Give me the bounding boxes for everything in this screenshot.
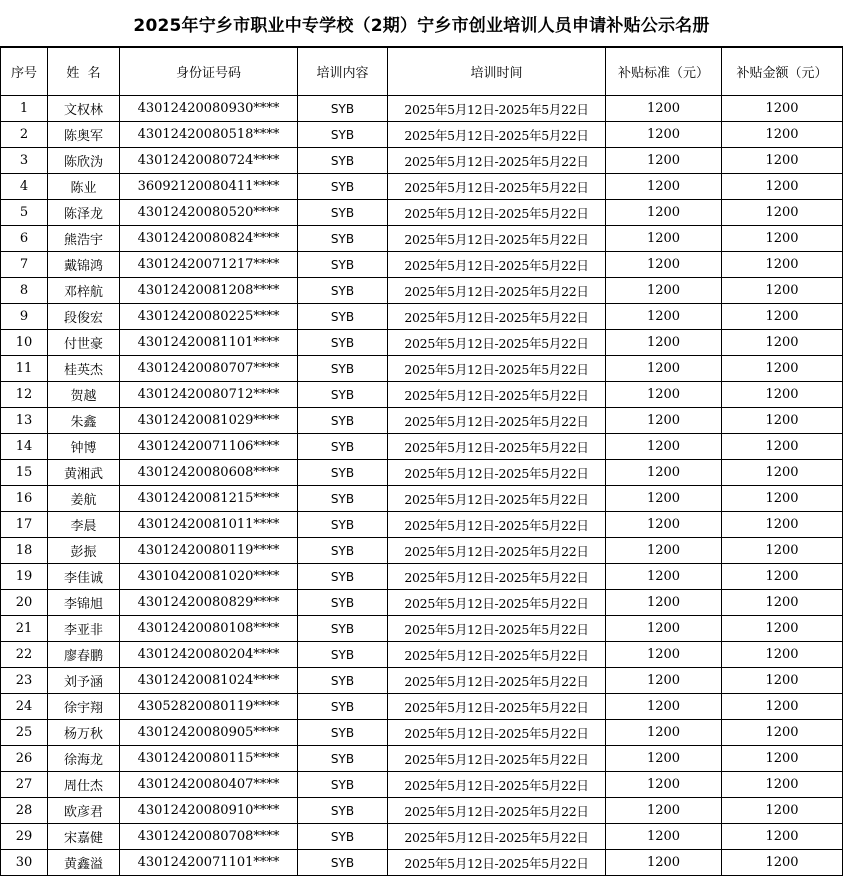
table-row [1, 824, 843, 850]
table-row [1, 642, 843, 668]
cell-subsidy-amount: 1200 [722, 330, 843, 356]
cell-name: 段俊宏 [48, 304, 120, 330]
cell-id-number: 43012420081024**** [120, 668, 298, 694]
cell-no: 30 [1, 850, 48, 876]
cell-subsidy-standard: 1200 [606, 564, 722, 590]
cell-no: 25 [1, 720, 48, 746]
cell-no: 14 [1, 434, 48, 460]
cell-id-number: 43012420080707**** [120, 356, 298, 382]
cell-subsidy-amount: 1200 [722, 304, 843, 330]
cell-training-content: SYB [298, 330, 388, 356]
cell-subsidy-amount: 1200 [722, 590, 843, 616]
cell-training-content: SYB [298, 668, 388, 694]
cell-no: 5 [1, 200, 48, 226]
header-amount: 补贴金额（元） [722, 48, 843, 96]
cell-id-number: 43012420081101**** [120, 330, 298, 356]
cell-name: 朱鑫 [48, 408, 120, 434]
cell-no: 13 [1, 408, 48, 434]
cell-name: 黄鑫溢 [48, 850, 120, 876]
cell-no: 6 [1, 226, 48, 252]
cell-training-content: SYB [298, 148, 388, 174]
cell-training-time: 2025年5月12日-2025年5月22日 [388, 96, 606, 122]
cell-subsidy-amount: 1200 [722, 122, 843, 148]
cell-name: 黄湘武 [48, 460, 120, 486]
table-row [1, 590, 843, 616]
header-id: 身份证号码 [120, 48, 298, 96]
cell-training-content: SYB [298, 798, 388, 824]
cell-no: 20 [1, 590, 48, 616]
cell-id-number: 43012420071101**** [120, 850, 298, 876]
cell-subsidy-standard: 1200 [606, 148, 722, 174]
cell-subsidy-standard: 1200 [606, 512, 722, 538]
cell-id-number: 36092120080411**** [120, 174, 298, 200]
cell-training-content: SYB [298, 564, 388, 590]
cell-subsidy-amount: 1200 [722, 512, 843, 538]
cell-id-number: 43010420081020**** [120, 564, 298, 590]
cell-training-time: 2025年5月12日-2025年5月22日 [388, 694, 606, 720]
cell-name: 彭振 [48, 538, 120, 564]
table-row [1, 512, 843, 538]
cell-training-time: 2025年5月12日-2025年5月22日 [388, 122, 606, 148]
cell-subsidy-standard: 1200 [606, 122, 722, 148]
table-row [1, 720, 843, 746]
cell-name: 邓梓航 [48, 278, 120, 304]
cell-training-content: SYB [298, 434, 388, 460]
cell-id-number: 43012420080712**** [120, 382, 298, 408]
cell-id-number: 43012420080119**** [120, 538, 298, 564]
cell-training-time: 2025年5月12日-2025年5月22日 [388, 616, 606, 642]
cell-training-time: 2025年5月12日-2025年5月22日 [388, 798, 606, 824]
cell-subsidy-amount: 1200 [722, 434, 843, 460]
cell-training-time: 2025年5月12日-2025年5月22日 [388, 772, 606, 798]
cell-subsidy-amount: 1200 [722, 616, 843, 642]
cell-id-number: 43052820080119**** [120, 694, 298, 720]
cell-no: 1 [1, 96, 48, 122]
cell-no: 21 [1, 616, 48, 642]
cell-name: 刘予涵 [48, 668, 120, 694]
cell-training-time: 2025年5月12日-2025年5月22日 [388, 564, 606, 590]
cell-id-number: 43012420080407**** [120, 772, 298, 798]
cell-training-time: 2025年5月12日-2025年5月22日 [388, 148, 606, 174]
cell-no: 24 [1, 694, 48, 720]
cell-training-time: 2025年5月12日-2025年5月22日 [388, 252, 606, 278]
cell-subsidy-amount: 1200 [722, 772, 843, 798]
cell-no: 23 [1, 668, 48, 694]
cell-subsidy-standard: 1200 [606, 538, 722, 564]
cell-training-content: SYB [298, 824, 388, 850]
cell-subsidy-amount: 1200 [722, 798, 843, 824]
cell-no: 4 [1, 174, 48, 200]
cell-training-content: SYB [298, 512, 388, 538]
table-row [1, 746, 843, 772]
cell-training-time: 2025年5月12日-2025年5月22日 [388, 434, 606, 460]
cell-subsidy-standard: 1200 [606, 356, 722, 382]
cell-subsidy-amount: 1200 [722, 824, 843, 850]
table-row [1, 96, 843, 122]
cell-training-content: SYB [298, 200, 388, 226]
cell-subsidy-amount: 1200 [722, 200, 843, 226]
cell-name: 徐宇翔 [48, 694, 120, 720]
cell-no: 22 [1, 642, 48, 668]
cell-no: 3 [1, 148, 48, 174]
cell-subsidy-standard: 1200 [606, 96, 722, 122]
cell-subsidy-amount: 1200 [722, 668, 843, 694]
cell-subsidy-amount: 1200 [722, 720, 843, 746]
cell-name: 钟博 [48, 434, 120, 460]
cell-training-content: SYB [298, 720, 388, 746]
cell-training-content: SYB [298, 616, 388, 642]
cell-training-content: SYB [298, 226, 388, 252]
cell-subsidy-amount: 1200 [722, 278, 843, 304]
cell-subsidy-amount: 1200 [722, 460, 843, 486]
cell-name: 贺越 [48, 382, 120, 408]
cell-training-content: SYB [298, 278, 388, 304]
cell-training-time: 2025年5月12日-2025年5月22日 [388, 486, 606, 512]
cell-subsidy-standard: 1200 [606, 798, 722, 824]
cell-no: 26 [1, 746, 48, 772]
cell-training-time: 2025年5月12日-2025年5月22日 [388, 200, 606, 226]
cell-name: 杨万秋 [48, 720, 120, 746]
cell-name: 廖春鹏 [48, 642, 120, 668]
table-row [1, 668, 843, 694]
cell-training-content: SYB [298, 746, 388, 772]
cell-subsidy-amount: 1200 [722, 564, 843, 590]
cell-training-time: 2025年5月12日-2025年5月22日 [388, 512, 606, 538]
table-row [1, 564, 843, 590]
cell-name: 徐海龙 [48, 746, 120, 772]
cell-id-number: 43012420080724**** [120, 148, 298, 174]
cell-training-content: SYB [298, 96, 388, 122]
cell-name: 陈奥军 [48, 122, 120, 148]
cell-subsidy-standard: 1200 [606, 304, 722, 330]
table-row [1, 382, 843, 408]
cell-training-time: 2025年5月12日-2025年5月22日 [388, 330, 606, 356]
document-title: 2025年宁乡市职业中专学校（2期）宁乡市创业培训人员申请补贴公示名册 [0, 0, 843, 47]
cell-training-content: SYB [298, 772, 388, 798]
cell-training-content: SYB [298, 408, 388, 434]
cell-id-number: 43012420080520**** [120, 200, 298, 226]
header-name: 姓 名 [48, 48, 120, 96]
cell-training-content: SYB [298, 382, 388, 408]
table-row [1, 200, 843, 226]
cell-subsidy-standard: 1200 [606, 252, 722, 278]
cell-name: 戴锦鸿 [48, 252, 120, 278]
table-row [1, 772, 843, 798]
table-row [1, 122, 843, 148]
cell-id-number: 43012420080910**** [120, 798, 298, 824]
cell-training-time: 2025年5月12日-2025年5月22日 [388, 304, 606, 330]
cell-id-number: 43012420080608**** [120, 460, 298, 486]
cell-id-number: 43012420080905**** [120, 720, 298, 746]
cell-no: 18 [1, 538, 48, 564]
cell-subsidy-amount: 1200 [722, 356, 843, 382]
cell-subsidy-standard: 1200 [606, 330, 722, 356]
cell-name: 李锦旭 [48, 590, 120, 616]
cell-name: 付世豪 [48, 330, 120, 356]
cell-no: 10 [1, 330, 48, 356]
cell-name: 文权林 [48, 96, 120, 122]
cell-training-content: SYB [298, 304, 388, 330]
cell-training-time: 2025年5月12日-2025年5月22日 [388, 174, 606, 200]
cell-subsidy-amount: 1200 [722, 382, 843, 408]
cell-subsidy-amount: 1200 [722, 694, 843, 720]
cell-no: 9 [1, 304, 48, 330]
cell-subsidy-standard: 1200 [606, 850, 722, 876]
cell-training-time: 2025年5月12日-2025年5月22日 [388, 642, 606, 668]
cell-subsidy-amount: 1200 [722, 174, 843, 200]
cell-subsidy-standard: 1200 [606, 694, 722, 720]
header-no: 序号 [1, 48, 48, 96]
header-row [1, 48, 843, 96]
cell-subsidy-amount: 1200 [722, 486, 843, 512]
cell-training-content: SYB [298, 460, 388, 486]
cell-training-content: SYB [298, 590, 388, 616]
cell-subsidy-amount: 1200 [722, 148, 843, 174]
table-row [1, 434, 843, 460]
cell-subsidy-standard: 1200 [606, 382, 722, 408]
cell-training-time: 2025年5月12日-2025年5月22日 [388, 278, 606, 304]
cell-no: 17 [1, 512, 48, 538]
cell-subsidy-amount: 1200 [722, 850, 843, 876]
cell-name: 李晨 [48, 512, 120, 538]
cell-id-number: 43012420081208**** [120, 278, 298, 304]
cell-subsidy-amount: 1200 [722, 252, 843, 278]
cell-subsidy-standard: 1200 [606, 278, 722, 304]
cell-name: 姜航 [48, 486, 120, 512]
cell-subsidy-standard: 1200 [606, 746, 722, 772]
cell-name: 陈泽龙 [48, 200, 120, 226]
table-row [1, 226, 843, 252]
cell-subsidy-standard: 1200 [606, 486, 722, 512]
table-header [1, 48, 843, 96]
cell-training-time: 2025年5月12日-2025年5月22日 [388, 850, 606, 876]
cell-subsidy-standard: 1200 [606, 720, 722, 746]
cell-subsidy-standard: 1200 [606, 642, 722, 668]
cell-training-time: 2025年5月12日-2025年5月22日 [388, 824, 606, 850]
cell-id-number: 43012420080829**** [120, 590, 298, 616]
table-row [1, 538, 843, 564]
table-row [1, 304, 843, 330]
cell-id-number: 43012420080108**** [120, 616, 298, 642]
cell-subsidy-amount: 1200 [722, 746, 843, 772]
table-row [1, 850, 843, 876]
cell-subsidy-standard: 1200 [606, 434, 722, 460]
table-row [1, 694, 843, 720]
cell-subsidy-standard: 1200 [606, 772, 722, 798]
cell-training-content: SYB [298, 122, 388, 148]
cell-no: 11 [1, 356, 48, 382]
cell-no: 29 [1, 824, 48, 850]
cell-no: 8 [1, 278, 48, 304]
cell-no: 12 [1, 382, 48, 408]
cell-subsidy-standard: 1200 [606, 616, 722, 642]
cell-id-number: 43012420081029**** [120, 408, 298, 434]
cell-training-content: SYB [298, 174, 388, 200]
cell-no: 27 [1, 772, 48, 798]
header-type: 培训内容 [298, 48, 388, 96]
cell-id-number: 43012420081011**** [120, 512, 298, 538]
table-row [1, 278, 843, 304]
cell-training-content: SYB [298, 850, 388, 876]
table-body [1, 96, 843, 876]
table-row [1, 486, 843, 512]
table-row [1, 174, 843, 200]
cell-training-content: SYB [298, 694, 388, 720]
cell-name: 李亚非 [48, 616, 120, 642]
cell-name: 熊浩宇 [48, 226, 120, 252]
cell-training-time: 2025年5月12日-2025年5月22日 [388, 720, 606, 746]
cell-id-number: 43012420080518**** [120, 122, 298, 148]
cell-name: 李佳诚 [48, 564, 120, 590]
cell-subsidy-standard: 1200 [606, 824, 722, 850]
cell-no: 16 [1, 486, 48, 512]
cell-subsidy-amount: 1200 [722, 226, 843, 252]
table-row [1, 798, 843, 824]
table-row [1, 460, 843, 486]
subsidy-table [0, 47, 843, 876]
cell-subsidy-standard: 1200 [606, 460, 722, 486]
table-row [1, 330, 843, 356]
cell-subsidy-amount: 1200 [722, 408, 843, 434]
cell-training-content: SYB [298, 486, 388, 512]
table-row [1, 408, 843, 434]
cell-no: 19 [1, 564, 48, 590]
cell-training-time: 2025年5月12日-2025年5月22日 [388, 408, 606, 434]
cell-training-time: 2025年5月12日-2025年5月22日 [388, 746, 606, 772]
cell-training-time: 2025年5月12日-2025年5月22日 [388, 356, 606, 382]
cell-name: 宋嘉健 [48, 824, 120, 850]
cell-name: 陈欣沩 [48, 148, 120, 174]
cell-id-number: 43012420080930**** [120, 96, 298, 122]
cell-training-time: 2025年5月12日-2025年5月22日 [388, 590, 606, 616]
cell-name: 陈业 [48, 174, 120, 200]
cell-name: 欧彦君 [48, 798, 120, 824]
cell-name: 桂英杰 [48, 356, 120, 382]
cell-training-time: 2025年5月12日-2025年5月22日 [388, 538, 606, 564]
table-row [1, 252, 843, 278]
cell-name: 周仕杰 [48, 772, 120, 798]
table-row [1, 356, 843, 382]
cell-subsidy-amount: 1200 [722, 538, 843, 564]
cell-id-number: 43012420071106**** [120, 434, 298, 460]
cell-subsidy-standard: 1200 [606, 200, 722, 226]
cell-training-content: SYB [298, 538, 388, 564]
cell-id-number: 43012420080204**** [120, 642, 298, 668]
cell-subsidy-standard: 1200 [606, 668, 722, 694]
cell-training-time: 2025年5月12日-2025年5月22日 [388, 460, 606, 486]
table-row [1, 616, 843, 642]
cell-no: 28 [1, 798, 48, 824]
cell-subsidy-standard: 1200 [606, 408, 722, 434]
cell-subsidy-standard: 1200 [606, 174, 722, 200]
cell-id-number: 43012420080824**** [120, 226, 298, 252]
cell-id-number: 43012420071217**** [120, 252, 298, 278]
cell-id-number: 43012420080225**** [120, 304, 298, 330]
table-row [1, 148, 843, 174]
cell-no: 7 [1, 252, 48, 278]
cell-subsidy-standard: 1200 [606, 226, 722, 252]
cell-training-time: 2025年5月12日-2025年5月22日 [388, 382, 606, 408]
cell-id-number: 43012420080708**** [120, 824, 298, 850]
cell-id-number: 43012420080115**** [120, 746, 298, 772]
cell-id-number: 43012420081215**** [120, 486, 298, 512]
cell-training-time: 2025年5月12日-2025年5月22日 [388, 668, 606, 694]
cell-training-content: SYB [298, 252, 388, 278]
cell-no: 15 [1, 460, 48, 486]
cell-no: 2 [1, 122, 48, 148]
cell-training-content: SYB [298, 356, 388, 382]
header-time: 培训时间 [388, 48, 606, 96]
header-standard: 补贴标准（元） [606, 48, 722, 96]
cell-training-time: 2025年5月12日-2025年5月22日 [388, 226, 606, 252]
cell-subsidy-standard: 1200 [606, 590, 722, 616]
cell-subsidy-amount: 1200 [722, 642, 843, 668]
cell-subsidy-amount: 1200 [722, 96, 843, 122]
cell-training-content: SYB [298, 642, 388, 668]
